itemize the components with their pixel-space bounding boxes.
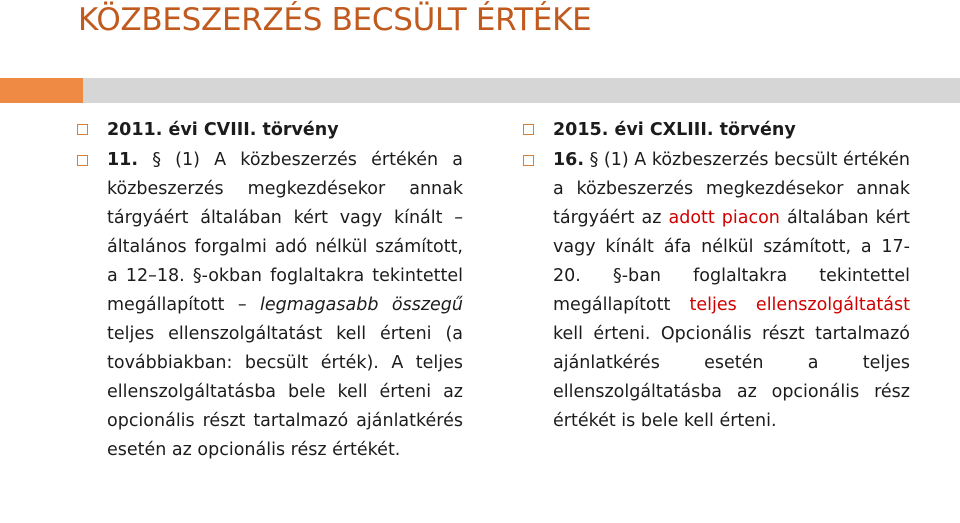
divider-bar	[83, 78, 960, 103]
highlighted-text: teljes ellenszolgáltatást	[689, 295, 910, 315]
paragraph-text: kell érteni. Opcionális részt tartalmazó ajánlatkérés esetén a teljes ellenszolgáltatásba az opcionális rész értékét is bele kell érteni.	[553, 324, 910, 431]
left-heading	[73, 116, 463, 144]
square-bullet-icon	[77, 124, 88, 135]
highlighted-text: adott piacon	[668, 208, 780, 228]
square-bullet-icon	[77, 155, 88, 166]
section-number: 11.	[107, 150, 139, 170]
right-column	[519, 116, 910, 436]
square-bullet-icon	[523, 155, 534, 166]
emphasis-text: legmagasabb összegű	[260, 295, 464, 315]
paragraph-text: § (1) A közbeszerzés becsült értékén a közbeszerzés megkezdésekor annak tárgyáért az	[553, 150, 910, 228]
paragraph-text: általában kért vagy kínált áfa nélkül számított, a 17-20. §-ban foglaltakra tekintettel megállapított	[553, 208, 910, 315]
right-heading-text: 2015. évi CXLIII. törvény	[553, 120, 796, 140]
left-heading-text: 2011. évi CVIII. törvény	[107, 120, 339, 140]
left-column	[73, 116, 463, 465]
section-number: 16.	[553, 150, 585, 170]
accent-bar	[0, 78, 83, 103]
right-heading	[519, 116, 910, 144]
left-paragraph	[73, 146, 463, 465]
page-title: KÖZBESZERZÉS BECSÜLT ÉRTÉKE	[78, 2, 592, 38]
paragraph-text: § (1) A közbeszerzés értékén a közbeszerzés megkezdésekor annak tárgyáért általában kért vagy kínált – általános forgalmi adó nélkül számított, a 12–18. §-okban foglaltakra tekintettel megállapított –	[107, 150, 463, 315]
square-bullet-icon	[523, 124, 534, 135]
paragraph-text: teljes ellenszolgáltatást kell érteni (a továbbiakban: becsült érték). A teljes ellenszolgáltatásba bele kell érteni az opcionális részt tartalmazó ajánlatkérés esetén az opcionális rész értékét.	[107, 324, 463, 460]
right-paragraph	[519, 146, 910, 436]
